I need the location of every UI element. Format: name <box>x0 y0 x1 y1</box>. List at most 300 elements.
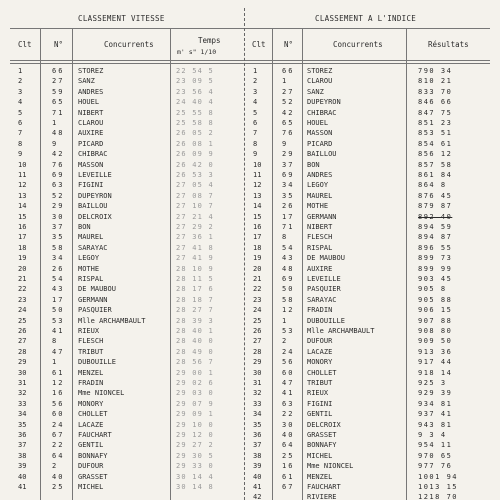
speed-row-number: 64 <box>52 451 65 460</box>
index-row-result: 909 50 <box>418 337 453 346</box>
index-table-row <box>0 129 500 138</box>
index-row-clt: 5 <box>253 108 258 117</box>
speed-row-clt: 11 <box>18 171 27 179</box>
speed-row-clt: 27 <box>18 337 27 346</box>
index-row-number: 30 <box>282 420 295 429</box>
index-row-result: 906 15 <box>418 306 453 315</box>
speed-row-number: 30 <box>52 212 65 221</box>
speed-row-number: 60 <box>52 410 65 419</box>
speed-row-competitor: CLAROU <box>78 119 104 127</box>
speed-row-competitor: FLESCH <box>78 337 104 346</box>
speed-row-number: 17 <box>52 295 65 304</box>
index-row-competitor: MAUREL <box>307 191 333 200</box>
index-row-result: 954 11 <box>418 441 453 450</box>
index-table-row <box>0 150 500 159</box>
index-row-clt: 41 <box>253 483 262 491</box>
index-table-row <box>0 306 500 315</box>
speed-row-competitor: RIEUX <box>78 327 100 335</box>
speed-row-number: 1 <box>52 358 59 367</box>
index-row-clt: 27 <box>253 337 262 346</box>
index-row-clt: 9 <box>253 150 258 159</box>
index-row-number: 54 <box>282 243 295 252</box>
index-table-row <box>0 275 500 284</box>
speed-row-competitor: NIBERT <box>78 108 104 117</box>
index-row-number: 26 <box>282 202 295 211</box>
index-table-row <box>0 400 500 409</box>
right-col-resultats: Résultats <box>428 40 469 49</box>
speed-row-number: 22 <box>52 441 65 450</box>
index-row-number: 24 <box>282 347 295 356</box>
index-row-clt: 17 <box>253 233 262 242</box>
index-row-number: 34 <box>282 181 295 190</box>
index-row-result: 894 59 <box>418 223 453 231</box>
header-top-rule <box>10 28 490 29</box>
speed-row-competitor: Mme NIONCEL <box>78 389 125 398</box>
speed-row-clt: 18 <box>18 243 27 252</box>
speed-row-time: 26 09 9 <box>176 150 214 159</box>
index-row-clt: 13 <box>253 191 262 200</box>
index-row-clt: 32 <box>253 389 262 398</box>
index-row-clt: 28 <box>253 347 262 356</box>
index-row-result: 856 12 <box>418 150 453 159</box>
speed-row-time: 28 56 7 <box>176 358 214 367</box>
header-bottom-rule <box>10 60 490 61</box>
speed-row-competitor: MOTHE <box>78 264 100 273</box>
left-col-clt: Clt <box>18 40 32 49</box>
speed-row-clt: 30 <box>18 368 27 377</box>
index-row-clt: 36 <box>253 431 262 439</box>
index-table-row <box>0 244 500 253</box>
speed-row-competitor: AUXIRE <box>78 129 104 138</box>
header-bottom-rule-2 <box>10 63 490 64</box>
speed-row-number: 37 <box>52 223 65 231</box>
speed-row-time: 28 10 9 <box>176 264 214 273</box>
index-row-number: 22 <box>282 410 295 419</box>
index-table-row <box>0 119 500 128</box>
speed-row-competitor: CHIBRAC <box>78 150 108 159</box>
speed-row-competitor: GENTIL <box>78 441 104 450</box>
index-row-result: 851 23 <box>418 119 453 127</box>
index-table-row <box>0 233 500 242</box>
index-table-row <box>0 389 500 398</box>
index-row-competitor: FAUCHART <box>307 483 341 491</box>
speed-row-time: 27 08 7 <box>176 191 214 200</box>
index-row-competitor: BAILLOU <box>307 150 337 159</box>
index-row-result: 934 81 <box>418 399 453 408</box>
index-row-clt: 37 <box>253 441 262 450</box>
speed-row-competitor: DUBOUILLE <box>78 358 116 367</box>
index-row-competitor: DUBOUILLE <box>307 316 345 325</box>
index-row-clt: 42 <box>253 493 262 500</box>
speed-row-competitor: DE MAUBOU <box>78 285 116 294</box>
speed-row-competitor: FAUCHART <box>78 431 112 439</box>
index-row-clt: 30 <box>253 368 262 377</box>
speed-row-clt: 20 <box>18 264 27 273</box>
index-table-row <box>0 327 500 336</box>
index-row-result: 857 58 <box>418 160 453 169</box>
index-row-result: 892 40 <box>418 212 453 221</box>
speed-row-time: 28 27 7 <box>176 306 214 315</box>
speed-row-competitor: Mlle ARCHAMBAULT <box>78 316 146 325</box>
index-row-competitor: NIBERT <box>307 223 333 231</box>
index-row-result: 9 3 4 <box>418 431 447 439</box>
index-row-number: 48 <box>282 264 295 273</box>
speed-row-number: 47 <box>52 347 65 356</box>
index-row-clt: 23 <box>253 295 262 304</box>
speed-row-clt: 29 <box>18 358 27 367</box>
index-table-row <box>0 348 500 357</box>
speed-row-competitor: MAUREL <box>78 233 104 242</box>
index-row-number: 67 <box>282 483 295 491</box>
index-row-number: 25 <box>282 451 295 460</box>
index-row-clt: 38 <box>253 451 262 460</box>
index-table-row <box>0 317 500 326</box>
index-row-competitor: STOREZ <box>307 67 333 75</box>
speed-row-competitor: FRADIN <box>78 379 104 387</box>
index-row-competitor: MICHEL <box>307 451 333 460</box>
index-table-row <box>0 202 500 211</box>
speed-row-clt: 39 <box>18 462 27 471</box>
index-row-clt: 12 <box>253 181 262 190</box>
speed-row-number: 63 <box>52 181 65 190</box>
speed-row-clt: 8 <box>18 139 23 148</box>
speed-row-time: 27 29 2 <box>176 223 214 231</box>
speed-row-number: 26 <box>52 264 65 273</box>
speed-row-time: 30 14 4 <box>176 472 214 481</box>
index-row-number: 12 <box>282 306 295 315</box>
index-row-competitor: DELCROIX <box>307 420 341 429</box>
index-row-clt: 35 <box>253 420 262 429</box>
speed-row-clt: 7 <box>18 129 23 138</box>
speed-row-competitor: DELCROIX <box>78 212 112 221</box>
index-row-result: 943 81 <box>418 420 453 429</box>
speed-row-time: 27 41 9 <box>176 254 214 263</box>
index-table-row <box>0 192 500 201</box>
speed-row-time: 27 36 1 <box>176 233 214 242</box>
speed-row-clt: 4 <box>18 98 23 107</box>
speed-row-number: 52 <box>52 191 65 200</box>
index-table-row <box>0 161 500 170</box>
index-row-competitor: MONORY <box>307 358 333 367</box>
index-row-number: 1 <box>282 316 289 325</box>
speed-row-clt: 10 <box>18 160 27 169</box>
left-col-concurrents: Concurrents <box>104 40 154 49</box>
index-table-row <box>0 410 500 419</box>
index-table-row <box>0 171 500 180</box>
speed-row-clt: 24 <box>18 306 27 315</box>
index-table-row <box>0 452 500 461</box>
index-row-clt: 29 <box>253 358 262 367</box>
index-table-row <box>0 181 500 190</box>
speed-row-number: 27 <box>52 77 65 86</box>
speed-row-number: 69 <box>52 171 65 179</box>
index-row-competitor: GRASSET <box>307 431 337 439</box>
speed-row-competitor: RISPAL <box>78 275 104 283</box>
speed-row-time: 29 00 1 <box>176 368 214 377</box>
index-row-number: 2 <box>282 337 289 346</box>
index-row-clt: 22 <box>253 285 262 294</box>
right-col-no: N° <box>284 40 294 49</box>
speed-row-competitor: MONORY <box>78 399 104 408</box>
index-row-competitor: GERMANN <box>307 212 337 221</box>
index-row-result: 905 8 <box>418 285 447 294</box>
speed-row-competitor: PICARD <box>78 139 104 148</box>
index-table-row <box>0 369 500 378</box>
index-row-competitor: DUFOUR <box>307 337 333 346</box>
speed-row-time: 26 53 3 <box>176 171 214 179</box>
speed-row-number: 56 <box>52 399 65 408</box>
speed-row-number: 8 <box>52 337 59 346</box>
speed-row-number: 59 <box>52 87 65 96</box>
speed-row-time: 28 49 0 <box>176 347 214 356</box>
index-row-competitor: ANDRES <box>307 171 333 179</box>
speed-row-time: 29 07 9 <box>176 399 214 408</box>
speed-row-time: 28 40 1 <box>176 327 214 335</box>
index-row-competitor: LEGOY <box>307 181 329 190</box>
speed-row-competitor: BON <box>78 223 91 231</box>
speed-row-time: 29 02 6 <box>176 379 214 387</box>
speed-row-clt: 5 <box>18 108 23 117</box>
index-row-clt: 40 <box>253 472 262 481</box>
index-table-row <box>0 67 500 76</box>
speed-row-time: 28 11 5 <box>176 275 214 283</box>
index-row-number: 8 <box>282 233 289 242</box>
speed-row-time: 29 27 2 <box>176 441 214 450</box>
index-row-clt: 8 <box>253 139 258 148</box>
index-table-row <box>0 223 500 232</box>
index-row-result: 929 39 <box>418 389 453 398</box>
index-row-number: 27 <box>282 87 295 96</box>
index-row-competitor: Mlle ARCHAMBAULT <box>307 327 375 335</box>
index-row-competitor: MASSON <box>307 129 333 138</box>
speed-row-clt: 34 <box>18 410 27 419</box>
index-row-number: 60 <box>282 368 295 377</box>
speed-row-competitor: MASSON <box>78 160 104 169</box>
speed-row-number: 9 <box>52 139 59 148</box>
index-table-row <box>0 265 500 274</box>
right-col-clt: Clt <box>252 40 266 49</box>
index-row-result: 1013 15 <box>418 483 459 491</box>
speed-row-competitor: PASQUIER <box>78 306 112 315</box>
index-table-row <box>0 109 500 118</box>
speed-row-competitor: CHOLLET <box>78 410 108 419</box>
index-table-row <box>0 254 500 263</box>
index-row-competitor: SANZ <box>307 87 324 96</box>
index-row-clt: 10 <box>253 160 262 169</box>
speed-row-time: 28 40 0 <box>176 337 214 346</box>
index-row-result: 790 34 <box>418 67 453 75</box>
speed-row-clt: 2 <box>18 77 23 86</box>
index-row-result: 846 66 <box>418 98 453 107</box>
index-row-competitor: DUPEYRON <box>307 98 341 107</box>
index-row-competitor: RIEUX <box>307 389 329 398</box>
speed-row-competitor: SANZ <box>78 77 95 86</box>
index-table-row <box>0 77 500 86</box>
speed-row-time: 29 33 0 <box>176 462 214 471</box>
index-row-result: 917 44 <box>418 358 453 367</box>
index-row-competitor: BONNAFY <box>307 441 337 450</box>
speed-row-time: 23 09 5 <box>176 77 214 86</box>
speed-ranking-title: CLASSEMENT VITESSE <box>78 14 165 23</box>
speed-row-number: 76 <box>52 160 65 169</box>
speed-row-clt: 3 <box>18 87 23 96</box>
speed-row-clt: 1 <box>18 67 23 75</box>
speed-row-number: 12 <box>52 379 65 387</box>
index-table-row <box>0 441 500 450</box>
speed-row-time: 24 40 4 <box>176 98 214 107</box>
index-row-clt: 18 <box>253 243 262 252</box>
index-row-competitor: LACAZE <box>307 347 333 356</box>
index-row-result: 853 51 <box>418 129 453 138</box>
index-table-row <box>0 213 500 222</box>
index-row-number: 1 <box>282 77 289 86</box>
index-row-result: 896 55 <box>418 243 453 252</box>
index-table-row <box>0 421 500 430</box>
index-row-number: 65 <box>282 119 295 127</box>
index-row-result: 864 8 <box>418 181 447 190</box>
speed-row-competitor: LEVEILLE <box>78 171 112 179</box>
index-row-result: 861 84 <box>418 171 453 179</box>
index-row-clt: 25 <box>253 316 262 325</box>
index-table-row <box>0 98 500 107</box>
speed-row-competitor: ANDRES <box>78 87 104 96</box>
index-row-competitor: MOTHE <box>307 202 329 211</box>
index-row-clt: 6 <box>253 119 258 127</box>
index-row-result: 925 3 <box>418 379 447 387</box>
speed-row-number: 24 <box>52 420 65 429</box>
index-row-number: 29 <box>282 150 295 159</box>
left-col-temps: Temps <box>198 36 221 45</box>
index-row-number: 35 <box>282 191 295 200</box>
speed-row-time: 29 12 0 <box>176 431 214 439</box>
index-row-result: 937 41 <box>418 410 453 419</box>
index-row-result: 908 80 <box>418 327 453 335</box>
index-table-row <box>0 285 500 294</box>
speed-row-competitor: BONNAFY <box>78 451 108 460</box>
index-row-competitor: Mme NIONCEL <box>307 462 354 471</box>
index-row-competitor: RIVIERE <box>307 493 337 500</box>
speed-row-clt: 38 <box>18 451 27 460</box>
index-row-clt: 11 <box>253 171 262 179</box>
index-row-competitor: LEVEILLE <box>307 275 341 283</box>
index-row-result: 1001 94 <box>418 472 459 481</box>
index-row-number: 66 <box>282 67 295 75</box>
speed-row-clt: 36 <box>18 431 27 439</box>
index-table-row <box>0 358 500 367</box>
speed-row-clt: 23 <box>18 295 27 304</box>
index-row-number: 56 <box>282 358 295 367</box>
speed-row-time: 29 09 1 <box>176 410 214 419</box>
index-row-result: 879 87 <box>418 202 453 211</box>
speed-row-competitor: BAILLOU <box>78 202 108 211</box>
speed-row-time: 28 39 3 <box>176 316 214 325</box>
speed-row-time: 27 05 4 <box>176 181 214 190</box>
index-row-result: 847 75 <box>418 108 453 117</box>
index-row-result: 913 36 <box>418 347 453 356</box>
index-row-number: 52 <box>282 98 295 107</box>
index-row-number: 9 <box>282 139 289 148</box>
speed-row-clt: 6 <box>18 119 23 127</box>
index-table-row <box>0 483 500 492</box>
index-row-clt: 3 <box>253 87 258 96</box>
index-row-clt: 1 <box>253 67 258 75</box>
speed-row-clt: 35 <box>18 420 27 429</box>
speed-row-competitor: LACAZE <box>78 420 104 429</box>
speed-row-time: 27 41 8 <box>176 243 214 252</box>
index-row-competitor: AUXIRE <box>307 264 333 273</box>
speed-row-time: 29 03 0 <box>176 389 214 398</box>
index-row-competitor: PICARD <box>307 139 333 148</box>
index-row-competitor: BON <box>307 160 320 169</box>
index-table-row <box>0 473 500 482</box>
index-row-number: 69 <box>282 275 295 283</box>
index-row-clt: 34 <box>253 410 262 419</box>
speed-row-number: 43 <box>52 285 65 294</box>
speed-row-competitor: SARAYAC <box>78 243 108 252</box>
speed-row-number: 53 <box>52 316 65 325</box>
speed-row-number: 65 <box>52 98 65 107</box>
speed-row-clt: 17 <box>18 233 27 242</box>
index-table-row <box>0 493 500 500</box>
index-row-clt: 20 <box>253 264 262 273</box>
right-col-concurrents: Concurrents <box>333 40 383 49</box>
speed-row-clt: 16 <box>18 223 27 231</box>
speed-row-competitor: GRASSET <box>78 472 108 481</box>
speed-row-time: 25 58 8 <box>176 119 214 127</box>
index-row-number: 41 <box>282 389 295 398</box>
index-row-result: 907 88 <box>418 316 453 325</box>
speed-row-time: 26 08 1 <box>176 139 214 148</box>
index-row-competitor: MENZEL <box>307 472 333 481</box>
speed-row-number: 71 <box>52 108 65 117</box>
speed-row-time: 27 21 4 <box>176 212 214 221</box>
index-row-result: 899 73 <box>418 254 453 263</box>
index-row-clt: 15 <box>253 212 262 221</box>
speed-row-clt: 26 <box>18 327 27 335</box>
index-table-row <box>0 431 500 440</box>
index-row-clt: 7 <box>253 129 258 138</box>
index-row-number: 43 <box>282 254 295 263</box>
index-row-result: 854 61 <box>418 139 453 148</box>
speed-row-number: 35 <box>52 233 65 242</box>
speed-row-clt: 31 <box>18 379 27 387</box>
index-row-number: 58 <box>282 295 295 304</box>
index-row-result: 894 87 <box>418 233 453 242</box>
index-row-competitor: HOUEL <box>307 119 329 127</box>
speed-row-competitor: FIGINI <box>78 181 104 190</box>
index-row-number: 64 <box>282 441 295 450</box>
speed-row-time: 28 18 7 <box>176 295 214 304</box>
speed-row-clt: 15 <box>18 212 27 221</box>
index-row-result: 810 21 <box>418 77 453 86</box>
index-row-number: 71 <box>282 223 295 231</box>
index-table-row <box>0 462 500 471</box>
index-row-clt: 21 <box>253 275 262 283</box>
index-row-clt: 31 <box>253 379 262 387</box>
speed-row-number: 42 <box>52 150 65 159</box>
index-row-number: 40 <box>282 431 295 439</box>
speed-row-time: 28 17 6 <box>176 285 214 294</box>
speed-row-clt: 13 <box>18 191 27 200</box>
index-row-result: 918 14 <box>418 368 453 377</box>
index-row-number: 16 <box>282 462 295 471</box>
index-row-competitor: PASQUIER <box>307 285 341 294</box>
index-row-clt: 39 <box>253 462 262 471</box>
speed-row-time: 29 10 0 <box>176 420 214 429</box>
speed-row-time: 22 54 5 <box>176 67 214 75</box>
index-row-competitor: CHOLLET <box>307 368 337 377</box>
speed-row-clt: 33 <box>18 399 27 408</box>
